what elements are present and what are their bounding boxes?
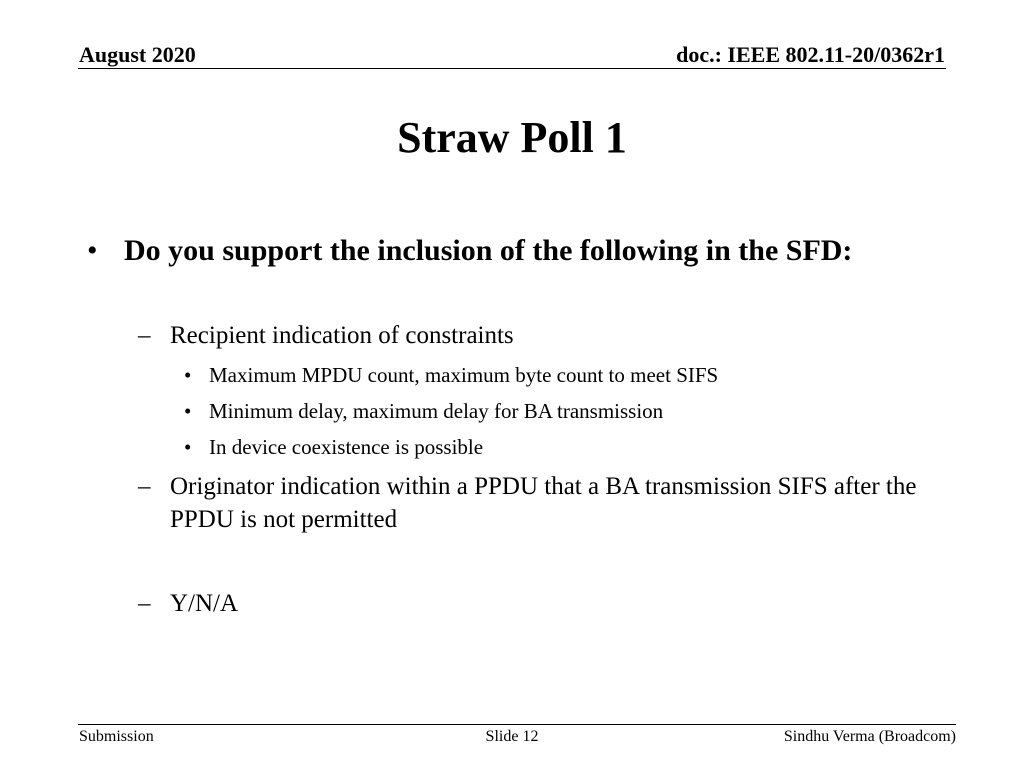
footer-author: Sindhu Verma (Broadcom) <box>783 728 956 745</box>
header-doc-id: doc.: IEEE 802.11-20/0362r1 <box>676 42 945 67</box>
bullet-dot-icon: • <box>184 399 192 423</box>
bullet-dot-icon: • <box>87 234 98 267</box>
dash-icon: – <box>138 590 151 617</box>
bullet-main-text: Do you support the inclusion of the following in the SFD: <box>124 234 853 267</box>
sub-bullet-vote <box>138 587 940 620</box>
sub-bullet-originator <box>138 470 940 536</box>
footer-slide-number: Slide 12 <box>485 728 539 745</box>
sub-bullet-recipient <box>138 319 940 352</box>
sub-bullet-recipient-text: Recipient indication of constraints <box>170 322 514 349</box>
list-item <box>184 361 929 389</box>
bullet-dot-icon: • <box>184 363 192 387</box>
sub-bullet-originator-text: Originator indication within a PPDU that a BA transmission SIFS after the PPDU is not permitted <box>170 473 917 533</box>
list-item-text: Maximum MPDU count, maximum byte count to meet SIFS <box>209 363 719 387</box>
list-item <box>184 397 929 425</box>
slide-title: Straw Poll 1 <box>397 113 627 162</box>
list-item-text: In device coexistence is possible <box>209 435 484 459</box>
sub-bullet-vote-text: Y/N/A <box>170 590 239 617</box>
dash-icon: – <box>138 473 151 500</box>
dash-icon: – <box>138 322 151 349</box>
header-date: August 2020 <box>79 42 196 67</box>
list-item <box>184 433 929 461</box>
footer-divider <box>78 724 956 725</box>
bullet-main <box>87 231 904 270</box>
footer-submission: Submission <box>79 728 154 745</box>
bullet-dot-icon: • <box>184 435 192 459</box>
list-item-text: Minimum delay, maximum delay for BA transmission <box>209 399 664 423</box>
